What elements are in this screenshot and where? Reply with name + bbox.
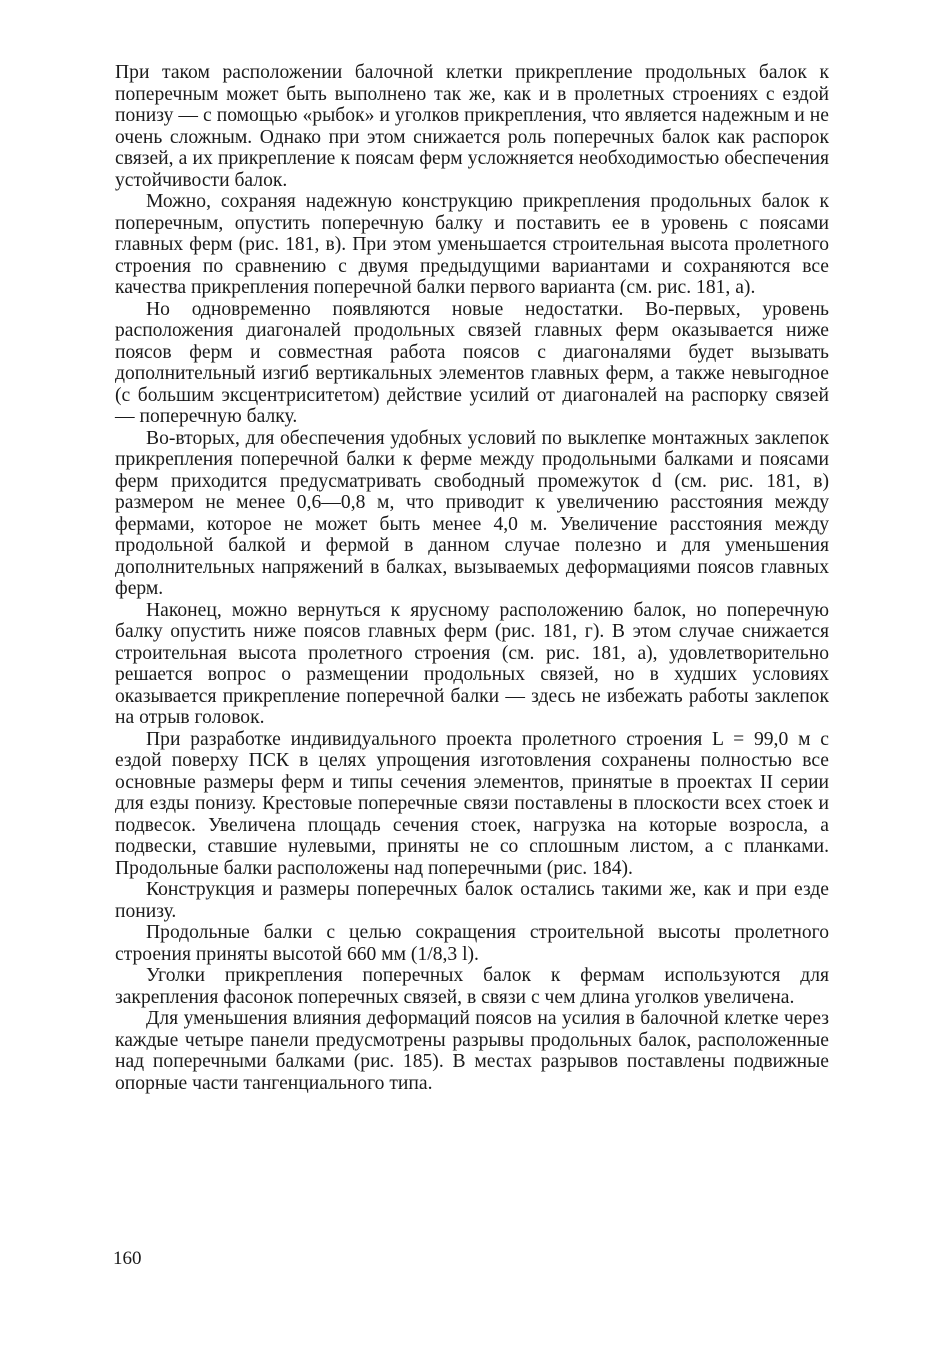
paragraph-3: Но одновременно появляются новые недостатки. Во-первых, уровень расположения диагоналей продольных связей главных ферм оказывается ниже поясов ферм и совместная работа поясов с диагоналями будет вызывать дополнительный изгиб вертикальных элементов главных ферм, а также невыгодное (с большим эксцентриситетом) действие усилий от диагоналей на распорку связей — поперечную балку. — [115, 298, 829, 427]
paragraph-10: Для уменьшения влияния деформаций поясов на усилия в балочной клетке через каждые четыре панели предусмотрены разрывы продольных балок, расположенные над поперечными балками (рис. 185). В местах разрывов поставлены подвижные опорные части тангенциального типа. — [115, 1008, 829, 1094]
page-number: 160 — [113, 1248, 142, 1269]
paragraph-9: Уголки прикрепления поперечных балок к фермам используются для закрепления фасонок поперечных связей, в связи с чем длина уголков увеличена. — [115, 965, 829, 1008]
paragraph-8: Продольные балки с целью сокращения строительной высоты пролетного строения приняты высотой 660 мм (1/8,3 l). — [115, 922, 829, 965]
paragraph-2: Можно, сохраняя надежную конструкцию прикрепления продольных балок к поперечным, опустить поперечную балку и поставить ее в уровень с поясами главных ферм (рис. 181, в). При этом уменьшается строительная высота пролетного строения по сравнению с двумя предыдущими вариантами и сохраняются все качества прикрепления поперечной балки первого варианта (см. рис. 181, а). — [115, 191, 829, 298]
paragraph-4: Во-вторых, для обеспечения удобных условий по выклепке монтажных заклепок прикрепления поперечной балки к ферме между продольными балками и поясами ферм приходится предусматривать свободный промежуток d (см. рис. 181, в) размером не менее 0,6—0,8 м, что приводит к увеличению расстояния между фермами, которое не может быть менее 4,0 м. Увеличение расстояния между продольной балкой и фермой в данном случае полезно и для уменьшения дополнительных напряжений в балках, вызываемых деформациями поясов главных ферм. — [115, 427, 829, 599]
paragraph-1: При таком расположении балочной клетки прикрепление продольных балок к поперечным может быть выполнено так же, как и в пролетных строениях с ездой понизу — с помощью «рыбок» и уголков прикрепления, что является надежным и не очень сложным. Однако при этом снижается роль поперечных балок как распорок связей, а их прикрепление к поясам ферм усложняется необходимостью обеспечения устойчивости балок. — [115, 62, 829, 191]
body-text — [115, 62, 829, 1094]
paragraph-6: При разработке индивидуального проекта пролетного строения L = 99,0 м с ездой поверху ПСК в целях упрощения изготовления сохранены полностью все основные размеры ферм и типы сечения элементов, принятые в проектах II серии для езды понизу. Крестовые поперечные связи поставлены в плоскости всех стоек и подвесок. Увеличена площадь сечения стоек, нагрузка на которые возросла, а подвески, ставшие нулевыми, приняты не со сплошным листом, а с планками. Продольные балки расположены над поперечными (рис. 184). — [115, 728, 829, 879]
paragraph-5: Наконец, можно вернуться к ярусному расположению балок, но поперечную балку опустить ниже поясов главных ферм (рис. 181, г). В этом случае снижается строительная высота пролетного строения (см. рис. 181, а), удовлетворительно решается вопрос о размещении продольных связей, но в худших условиях оказывается прикрепление поперечной балки — здесь не избежать работы заклепок на отрыв головок. — [115, 599, 829, 728]
paragraph-7: Конструкция и размеры поперечных балок остались такими же, как и при езде понизу. — [115, 879, 829, 922]
